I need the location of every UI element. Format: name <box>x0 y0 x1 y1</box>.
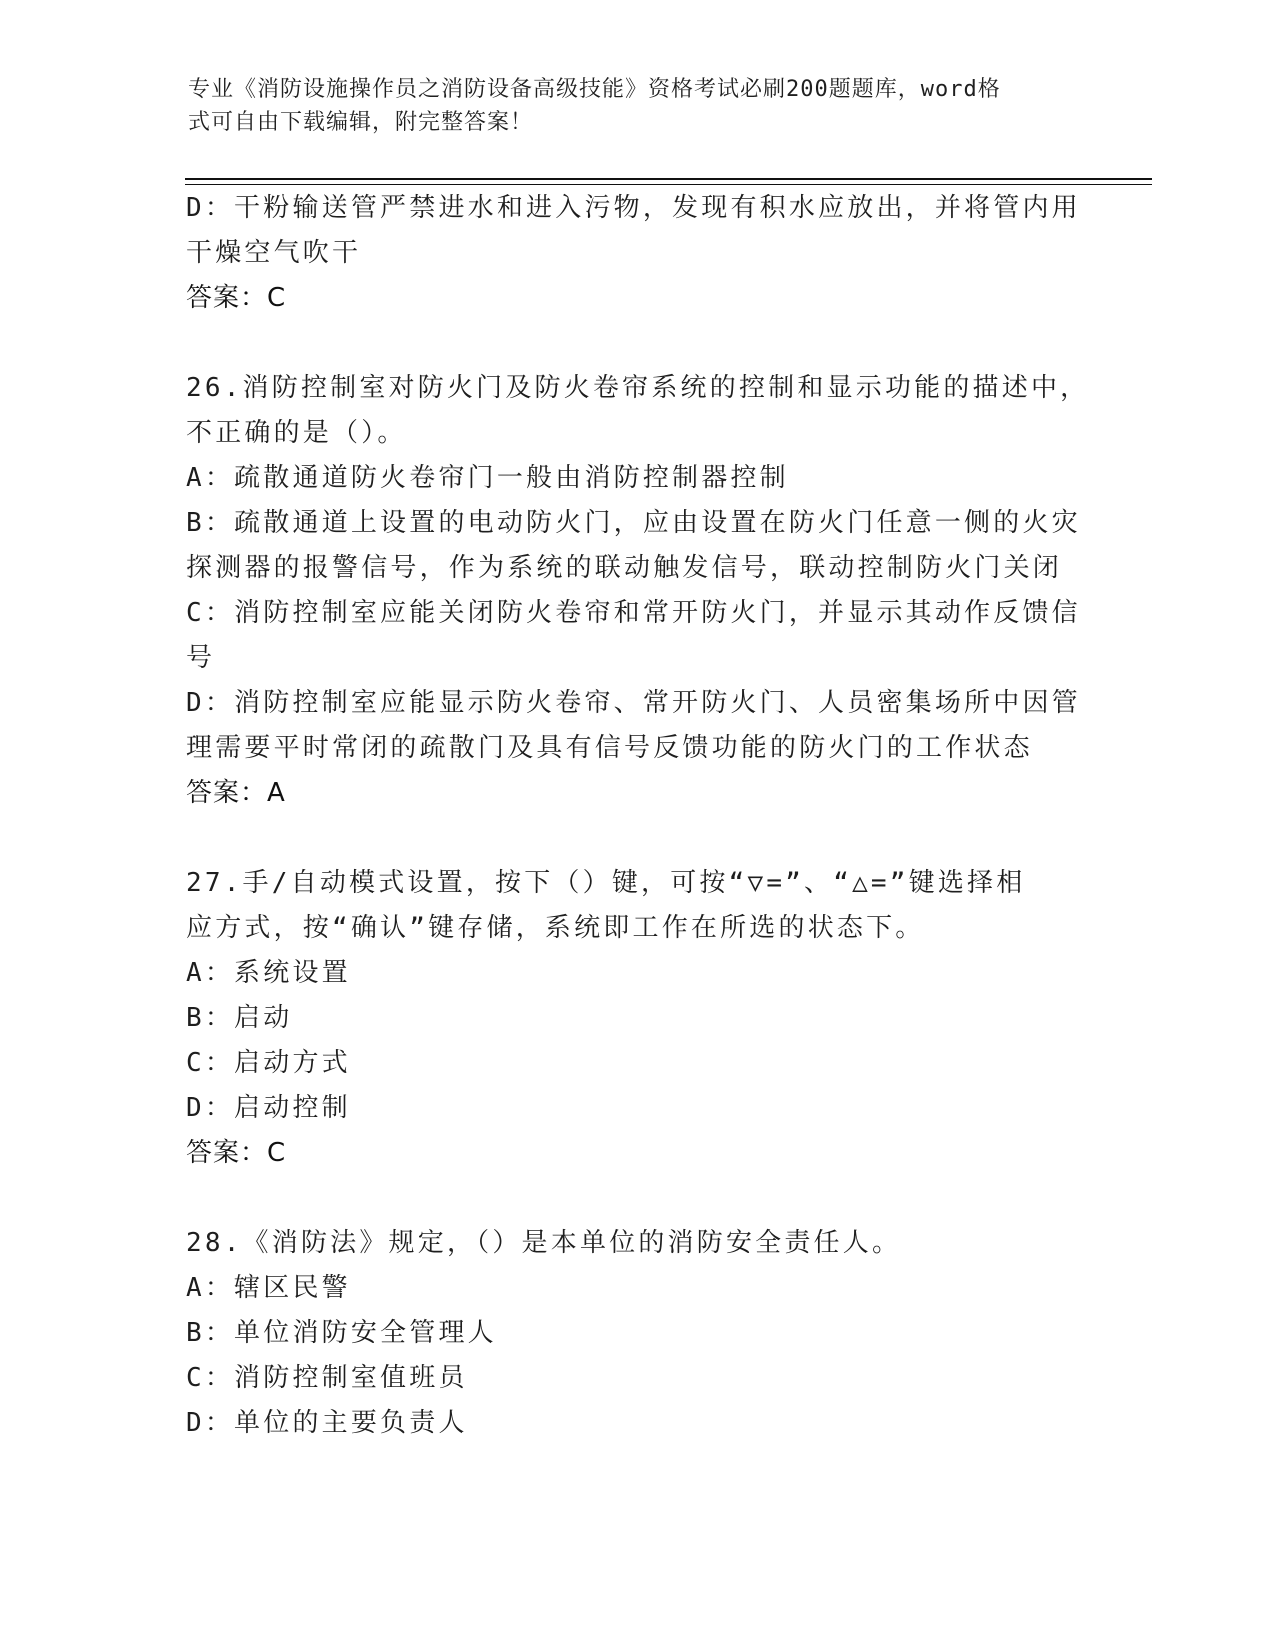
question-text-line: 探测器的报警信号，作为系统的联动触发信号，联动控制防火门关闭 <box>186 553 1063 583</box>
question-text-line: 理需要平时常闭的疏散门及具有信号反馈功能的防火门的工作状态 <box>186 733 1033 763</box>
question-text-line: B：启动 <box>186 1003 293 1033</box>
question-text-line: D：干粉输送管严禁进水和进入污物，发现有积水应放出，并将管内用 <box>186 193 1081 223</box>
answer-line: 答案：C <box>186 1138 287 1168</box>
question-block <box>186 186 1086 321</box>
question-text-line: C：启动方式 <box>186 1048 351 1078</box>
question-text-line: C：消防控制室应能关闭防火卷帘和常开防火门，并显示其动作反馈信 <box>186 598 1081 628</box>
question-text-line: C：消防控制室值班员 <box>186 1363 468 1393</box>
answer-line: 答案：C <box>186 283 287 313</box>
question-text-line: 号 <box>186 643 216 673</box>
header-divider-thick <box>185 178 1152 180</box>
question-text-line: A：系统设置 <box>186 958 351 988</box>
answer-line: 答案：A <box>186 778 286 808</box>
header-divider-thin <box>185 184 1152 185</box>
block-spacer <box>186 1176 1086 1221</box>
page-header <box>188 73 1068 139</box>
question-text-line: 27.手/自动模式设置，按下（）键，可按“▽=”、“△=”键选择相 <box>186 868 1026 898</box>
question-block <box>186 1221 1086 1446</box>
block-spacer <box>186 816 1086 861</box>
question-text-line: 28.《消防法》规定，（）是本单位的消防安全责任人。 <box>186 1228 902 1258</box>
question-text-line: A：疏散通道防火卷帘门一般由消防控制器控制 <box>186 463 789 493</box>
question-text-line: 应方式，按“确认”键存储，系统即工作在所选的状态下。 <box>186 913 925 943</box>
question-block <box>186 861 1086 1176</box>
question-text-line: D：启动控制 <box>186 1093 351 1123</box>
question-text-line: 干燥空气吹干 <box>186 238 362 268</box>
question-text-line: 26.消防控制室对防火门及防火卷帘系统的控制和显示功能的描述中， <box>186 373 1090 403</box>
question-list <box>186 186 1090 1446</box>
question-text-line: 不正确的是（）。 <box>186 418 407 448</box>
question-block <box>186 366 1090 816</box>
question-text-line: B：单位消防安全管理人 <box>186 1318 497 1348</box>
question-text-line: A：辖区民警 <box>186 1273 351 1303</box>
question-text-line: D：消防控制室应能显示防火卷帘、常开防火门、人员密集场所中因管 <box>186 688 1081 718</box>
question-text-line: D：单位的主要负责人 <box>186 1408 468 1438</box>
question-text-line: B：疏散通道上设置的电动防火门，应由设置在防火门任意一侧的火灾 <box>186 508 1081 538</box>
header-line-1: 专业《消防设施操作员之消防设备高级技能》资格考试必刷200题题库，word格 <box>188 77 1001 102</box>
header-line-2: 式可自由下载编辑，附完整答案！ <box>188 110 534 135</box>
block-spacer <box>186 321 1086 366</box>
